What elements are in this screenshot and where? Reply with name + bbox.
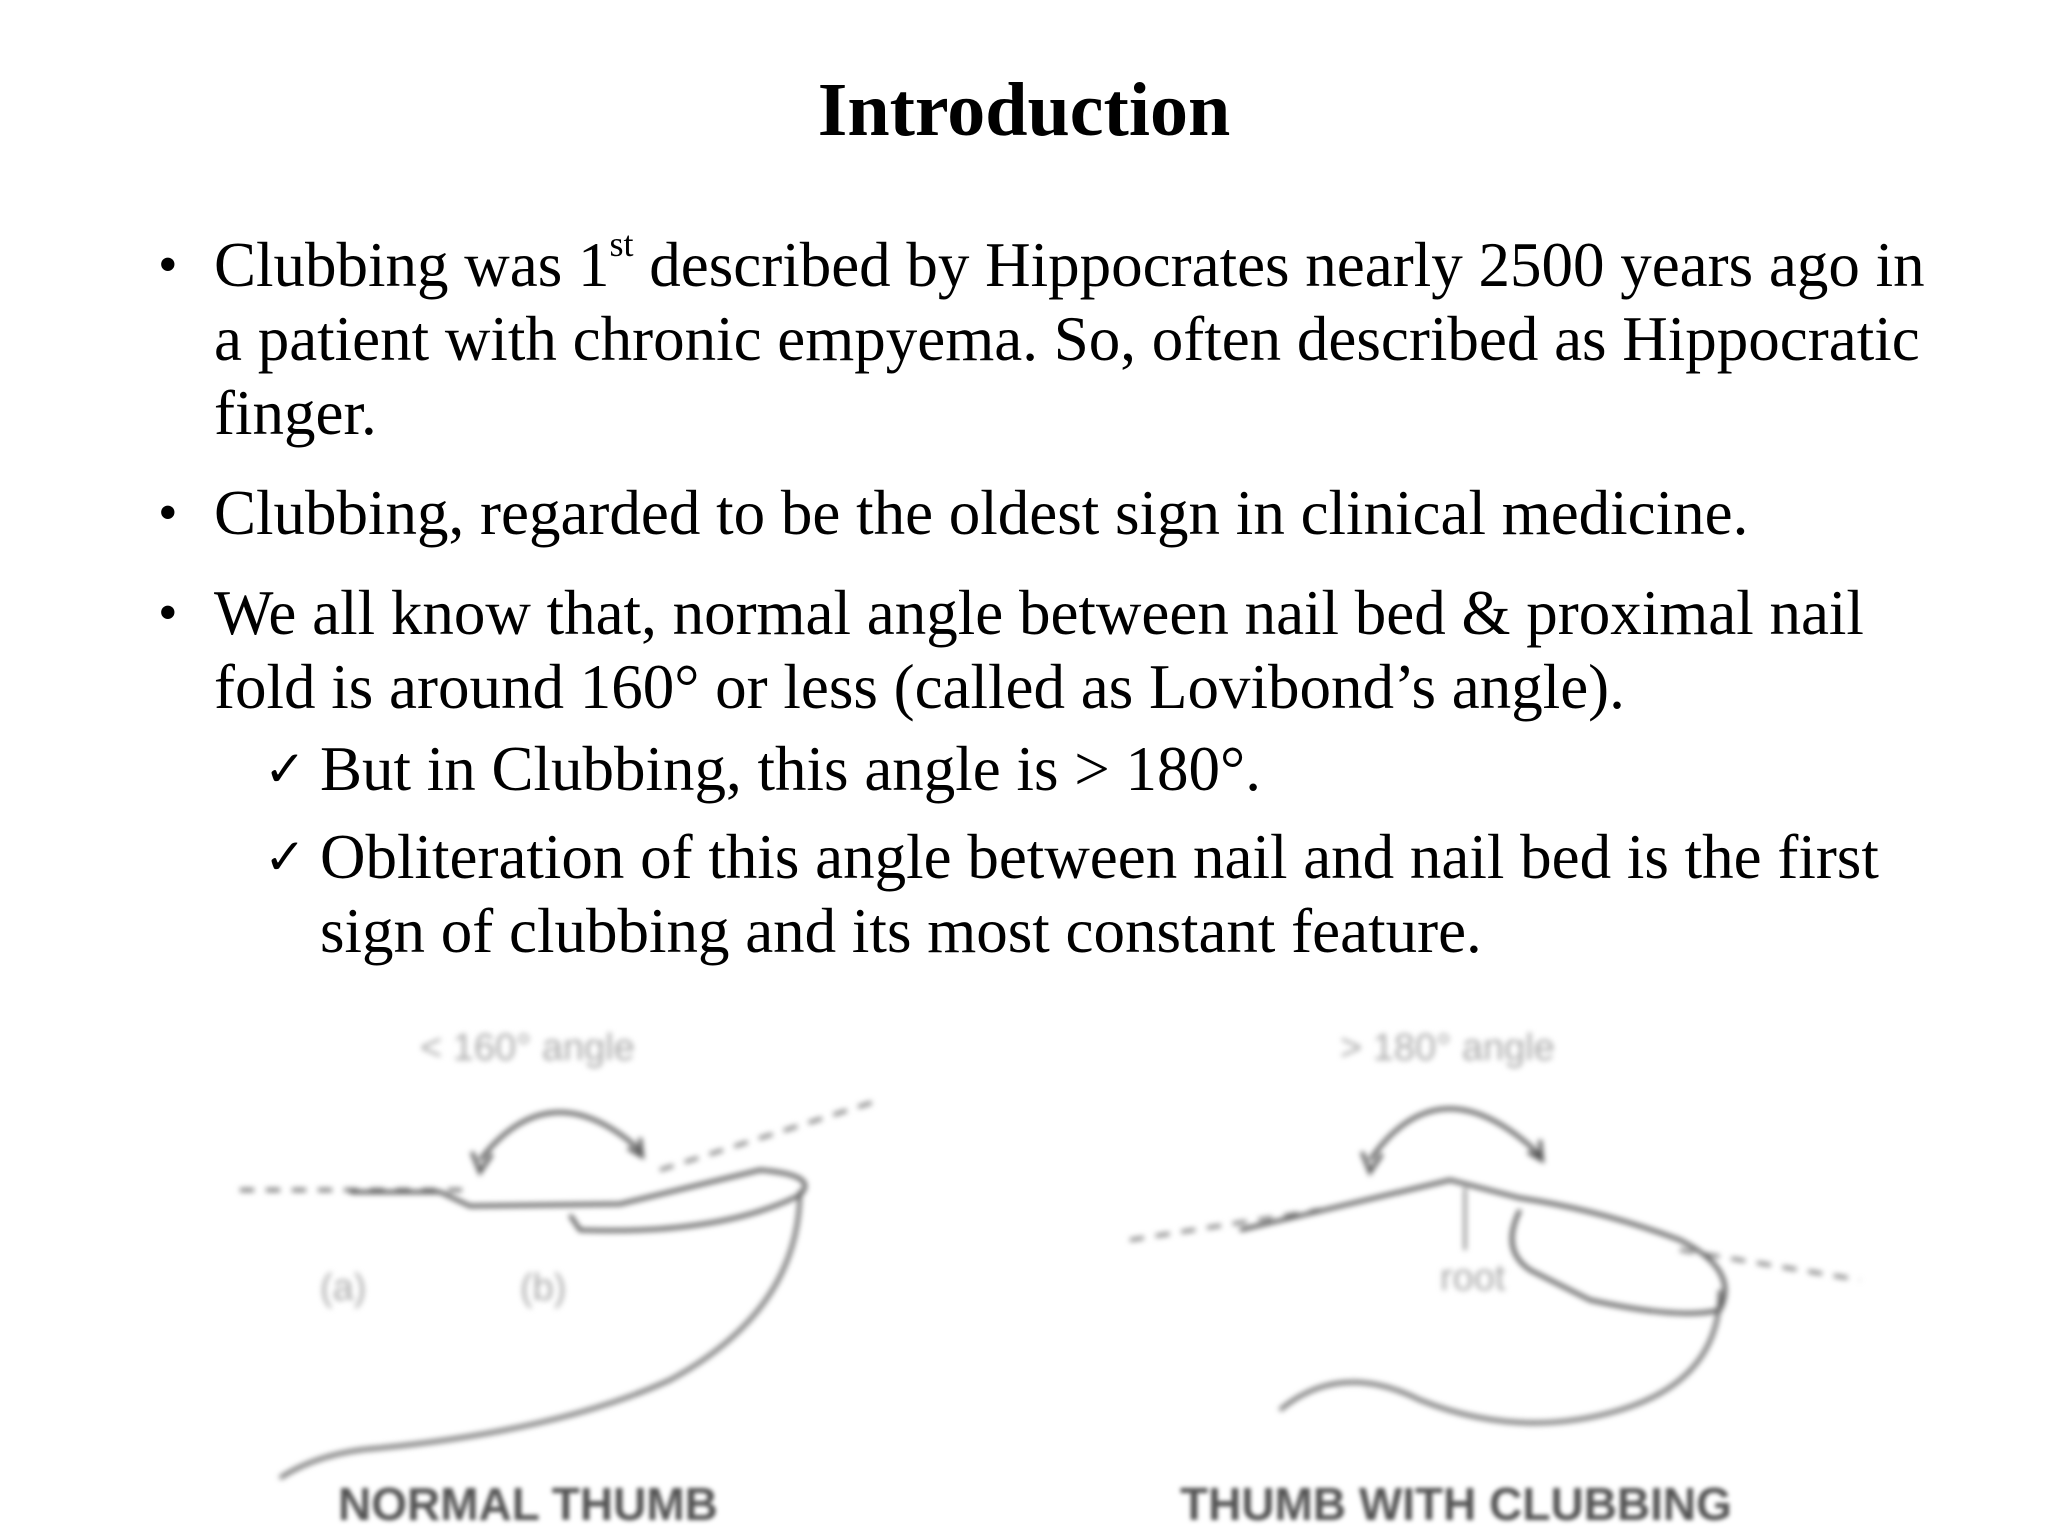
checkmark-icon: ✓ bbox=[264, 740, 306, 798]
angle-arc bbox=[480, 1112, 640, 1160]
sub-bullet-text: But in Clubbing, this angle is > 180°. bbox=[320, 734, 1262, 804]
clubbing-thumb-diagram bbox=[1120, 1020, 1880, 1530]
clubbing-angle-label: > 180° angle bbox=[1340, 1027, 1555, 1069]
bullet-text: Clubbing, regarded to be the oldest sign in clinical medicine. bbox=[214, 478, 1749, 548]
bullet-dot-icon: • bbox=[158, 234, 178, 296]
clubbing-thumb-figure bbox=[1120, 1020, 1880, 1530]
sub-bullet-text: Obliteration of this angle between nail and nail bed is the first sign of clubbing and its most constant feature. bbox=[320, 822, 1879, 966]
label-a: (a) bbox=[320, 1267, 367, 1309]
bullet-text-part: Clubbing was 1 bbox=[214, 230, 610, 300]
bullet-text-part: described by Hippocrates nearly 2500 years ago in a patient with chronic empyema. So, often described as Hippocratic finger. bbox=[214, 230, 1925, 448]
bullet-text: We all know that, normal angle between nail bed & proximal nail fold is around 160° or less (called as Lovibond’s angle). bbox=[214, 578, 1864, 722]
clubbing-thumb-caption: THUMB WITH CLUBBING bbox=[1180, 1478, 1732, 1530]
normal-thumb-diagram bbox=[200, 1020, 960, 1530]
checkmark-icon: ✓ bbox=[264, 828, 306, 886]
label-b: (b) bbox=[520, 1267, 567, 1309]
normal-angle-label: < 160° angle bbox=[420, 1027, 635, 1069]
normal-thumb-caption: NORMAL THUMB bbox=[338, 1478, 718, 1530]
bullet-item-lovibond-angle bbox=[156, 576, 1926, 968]
sub-bullet-item bbox=[214, 732, 1926, 806]
angle-arc bbox=[1370, 1109, 1540, 1160]
sub-bullet-item bbox=[214, 820, 1926, 968]
normal-thumb-figure bbox=[200, 1020, 960, 1530]
bullet-dot-icon: • bbox=[158, 482, 178, 544]
bullet-item-oldest-sign bbox=[156, 476, 1926, 550]
bullet-dot-icon: • bbox=[158, 582, 178, 644]
sub-bullet-list bbox=[214, 732, 1926, 968]
thumb-outline bbox=[280, 1190, 800, 1478]
slide-title: Introduction bbox=[817, 68, 1231, 152]
dashed-line bbox=[660, 1100, 880, 1170]
dashed-line bbox=[1680, 1250, 1860, 1280]
bullet-superscript: st bbox=[609, 224, 634, 264]
nail-outline bbox=[350, 1170, 805, 1231]
root-label: root bbox=[1440, 1257, 1506, 1299]
dashed-line bbox=[1130, 1210, 1320, 1240]
bullet-list bbox=[156, 224, 1926, 994]
bullet-item-history bbox=[156, 224, 1926, 450]
